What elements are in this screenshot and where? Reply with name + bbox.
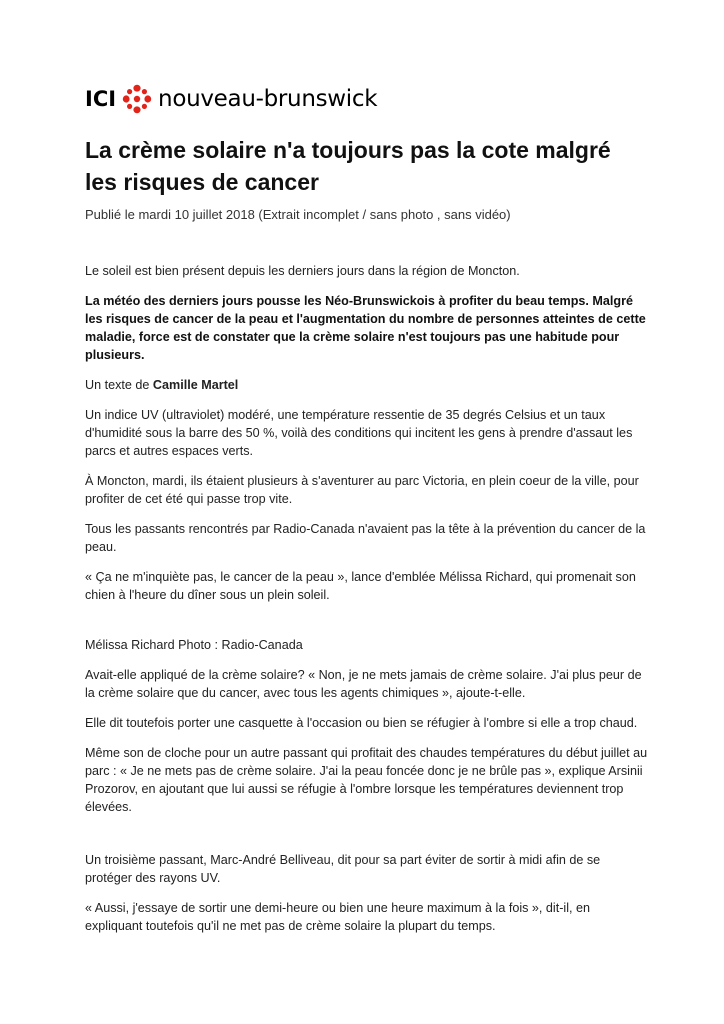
radio-canada-logo-icon xyxy=(122,84,152,114)
byline-prefix: Un texte de xyxy=(85,378,153,392)
article-body xyxy=(85,262,650,947)
paragraph-3: Tous les passants rencontrés par Radio-Canada n'avaient pas la tête à la prévention du cancer de la peau. xyxy=(85,522,646,554)
byline-author[interactable]: Camille Martel xyxy=(152,378,239,392)
brand-region: nouveau-brunswick xyxy=(158,86,378,112)
paragraph-1: Un indice UV (ultraviolet) modéré, une température ressentie de 35 degrés Celsius et un taux d'humidité sous la barre des 50 %, voilà des conditions qui incitent les gens à prendre d'assaut les parcs et autres espaces verts. xyxy=(85,408,633,458)
paragraph-9: « Aussi, j'essaye de sortir une demi-heure ou bien une heure maximum à la fois », dit-il, en expliquant toutefois qu'il ne met pas de crème solaire la plupart du temps. xyxy=(85,901,591,933)
brand-prefix: ICI xyxy=(85,87,117,111)
paragraph-4: « Ça ne m'inquiète pas, le cancer de la peau », lance d'emblée Mélissa Richard, qui promenait son chien à l'heure du dîner sous un plein soleil. xyxy=(85,570,636,602)
byline xyxy=(85,376,650,394)
publication-date: Publié le mardi 10 juillet 2018 (Extrait incomplet / sans photo , sans vidéo) xyxy=(85,207,511,222)
photo-caption: Mélissa Richard Photo : Radio-Canada xyxy=(85,638,303,652)
paragraph-7: Même son de cloche pour un autre passant qui profitait des chaudes températures du début juillet au parc : « Je ne mets pas de crème solaire. J'ai la peau foncée donc je ne brûle pas », explique Arsinii Prozorov, en ajoutant que lui aussi se réfugie à l'ombre lorsque les températures deviennent trop élevées. xyxy=(85,746,648,814)
intro-paragraph: Le soleil est bien présent depuis les derniers jours dans la région de Moncton. xyxy=(85,264,520,278)
article-title: La crème solaire n'a toujours pas la cote malgré les risques de cancer xyxy=(85,137,611,195)
paragraph-2: À Moncton, mardi, ils étaient plusieurs à s'aventurer au parc Victoria, en plein coeur de la ville, pour profiter de cet été qui passe trop vite. xyxy=(85,474,639,506)
lead-paragraph: La météo des derniers jours pousse les Néo-Brunswickois à profiter du beau temps. Malgré les risques de cancer de la peau et l'augmentation du nombre de personnes atteintes de cette maladie, force est de constater que la crème solaire n'est toujours pas une habitude pour plusieurs. xyxy=(85,294,646,362)
paragraph-5: Avait-elle appliqué de la crème solaire? « Non, je ne mets jamais de crème solaire. J'ai plus peur de la crème solaire que du cancer, avec tous les agents chimiques », ajoute-t-elle. xyxy=(85,668,642,700)
paragraph-6: Elle dit toutefois porter une casquette à l'occasion ou bien se réfugier à l'ombre si elle a trop chaud. xyxy=(85,716,638,730)
brand-header[interactable] xyxy=(85,82,377,116)
paragraph-8: Un troisième passant, Marc-André Belliveau, dit pour sa part éviter de sortir à midi afin de se protéger des rayons UV. xyxy=(85,853,601,885)
